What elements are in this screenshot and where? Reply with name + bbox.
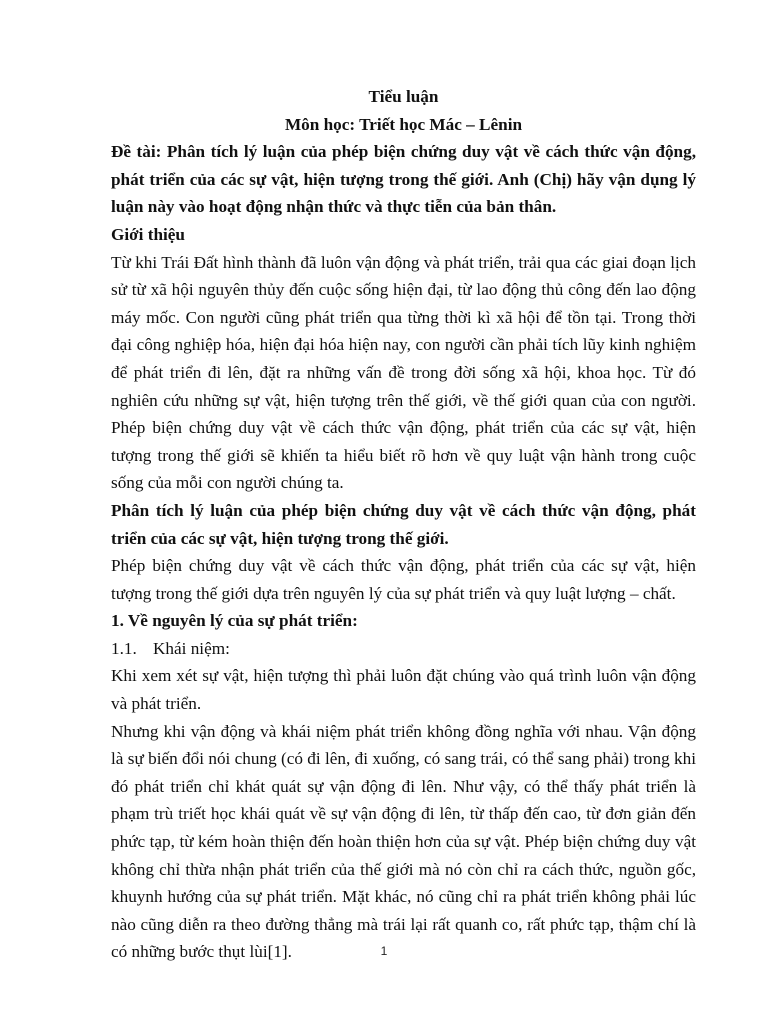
page-number: 1 — [380, 944, 388, 958]
topic-statement: Đề tài: Phân tích lý luận của phép biện chứng duy vật về cách thức vận động, phát triển của các sự vật, hiện tượng trong thế giới. Anh (Chị) hãy vận dụng lý luận này vào hoạt động nhận thức và thực tiễn của bản thân. — [111, 142, 696, 217]
subsection-1-1-heading — [111, 635, 696, 663]
subsection-title: Khái niệm: — [153, 638, 230, 658]
concept-paragraph-1: Khi xem xét sự vật, hiện tượng thì phải luôn đặt chúng vào quá trình luôn vận động và phát triển. — [111, 666, 696, 714]
document-body — [111, 83, 696, 966]
section-1-heading: 1. Về nguyên lý của sự phát triển: — [111, 611, 358, 631]
subsection-number: 1.1. — [111, 638, 137, 658]
intro-paragraph: Từ khi Trái Đất hình thành đã luôn vận động và phát triển, trải qua các giai đoạn lịch sử từ xã hội nguyên thủy đến cuộc sống hiện đại, từ lao động thủ công đến lao động máy mốc. Con người cũng phát triển qua từng thời kì xã hội để tồn tại. Trong thời đại công nghiệp hóa, hiện đại hóa hiện nay, con người cần phải tích lũy kinh nghiệm để phát triển đi lên, đặt ra những vấn đề trong đời sống xã hội, khoa học. Từ đó nghiên cứu những sự vật, hiện tượng trên thế giới, về thế giới quan của con người. Phép biện chứng duy vật về cách thức vận động, phát triển của các sự vật, hiện tượng trong thế giới sẽ khiến ta hiểu biết rõ hơn về quy luật vận hành trong cuộc sống của mỗi con người chúng ta. — [111, 252, 696, 493]
concept-paragraph-2: Nhưng khi vận động và khái niệm phát triển không đồng nghĩa với nhau. Vận động là sự biến đổi nói chung (có đi lên, đi xuống, có sang trái, có thể sang phải) trong khi đó phát triển chỉ khát quát sự vận động đi lên. Như vậy, có thể thấy phát triển là phạm trù triết học khái quát về sự vận động đi lên, từ thấp đến cao, từ đơn giản đến phức tạp, từ kém hoàn thiện đến hoàn thiện hơn của sự vật. Phép biện chứng duy vật không chỉ thừa nhận phát triển của thế giới mà nó còn chỉ ra cách thức, nguồn gốc, khuynh hướng của sự phát triển. Mặt khác, nó cũng chỉ ra phát triển không phải lúc nào cũng diễn ra theo đường thẳng mà trái lại rất quanh co, rất phức tạp, thậm chí là có những bước thụt lùi[1]. — [111, 721, 696, 962]
analysis-paragraph: Phép biện chứng duy vật về cách thức vận động, phát triển của các sự vật, hiện tượng trong thế giới dựa trên nguyên lý của sự phát triển và quy luật lượng – chất. — [111, 556, 696, 603]
subject-line: Môn học: Triết học Mác – Lênin — [284, 114, 523, 134]
intro-heading: Giới thiệu — [111, 224, 185, 244]
document-title: Tiểu luận — [368, 87, 439, 106]
analysis-heading: Phân tích lý luận của phép biện chứng duy vật về cách thức vận động, phát triển của các sự vật, hiện tượng trong thế giới. — [111, 500, 696, 548]
